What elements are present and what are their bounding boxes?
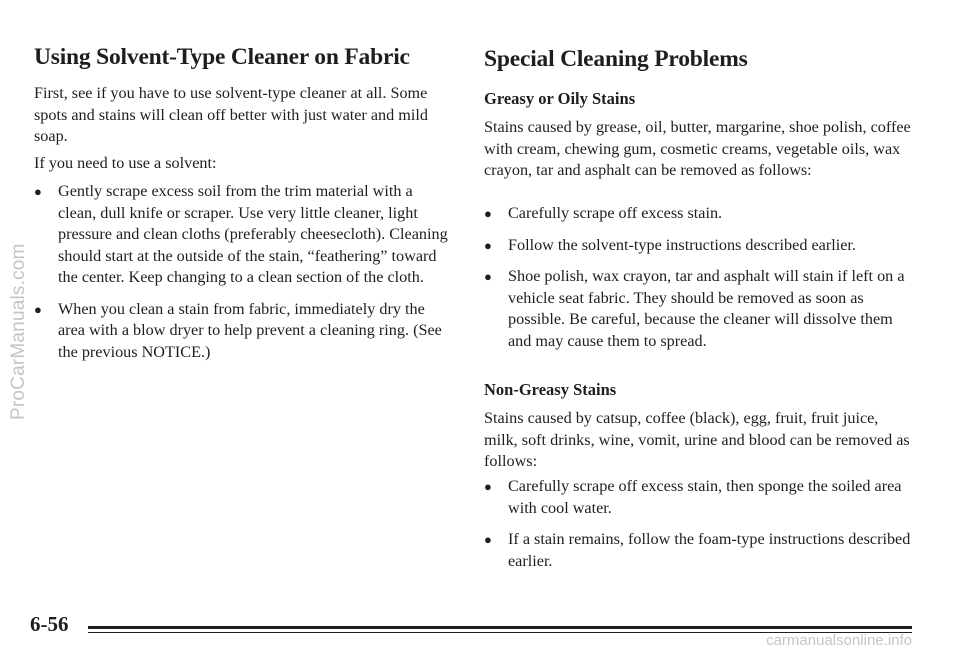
list-item-text: Follow the solvent-type instructions described earlier. bbox=[508, 235, 856, 254]
list-item bbox=[34, 299, 454, 364]
greasy-bullet-list bbox=[484, 203, 914, 352]
page-number: 6-56 bbox=[30, 612, 69, 636]
footer-rule bbox=[88, 626, 912, 629]
list-item bbox=[484, 235, 914, 257]
list-item bbox=[484, 529, 914, 572]
bullet-icon: ● bbox=[484, 269, 492, 284]
greasy-intro: Stains caused by grease, oil, butter, margarine, shoe polish, coffee with cream, chewing gum, cosmetic creams, vegetable oils, wax crayon, tar and asphalt can be removed as follows: bbox=[484, 118, 911, 179]
section-title-special-cleaning: Special Cleaning Problems bbox=[484, 46, 748, 72]
bullet-icon: ● bbox=[484, 479, 492, 494]
intro-paragraph: First, see if you have to use solvent-type cleaner at all. Some spots and stains will clean off better with just water and mild soap. bbox=[34, 84, 428, 145]
list-item-text: If a stain remains, follow the foam-type instructions described earlier. bbox=[508, 530, 911, 570]
list-item-text: Shoe polish, wax crayon, tar and asphalt will stain if left on a vehicle seat fabric. They should be removed as soon as possible. Be careful, because the cleaner will dissolve them and may cause them to spread. bbox=[508, 267, 905, 350]
non-greasy-bullet-list bbox=[484, 476, 914, 572]
section-title-solvent-cleaner: Using Solvent-Type Cleaner on Fabric bbox=[34, 44, 410, 70]
list-item bbox=[484, 203, 914, 225]
list-item bbox=[34, 181, 454, 289]
bullet-icon: ● bbox=[484, 237, 492, 253]
list-item bbox=[484, 476, 914, 519]
bullet-icon: ● bbox=[34, 301, 42, 317]
list-item bbox=[484, 266, 914, 352]
solvent-lead-in: If you need to use a solvent: bbox=[34, 154, 217, 172]
bullet-icon: ● bbox=[484, 206, 492, 221]
non-greasy-intro: Stains caused by catsup, coffee (black), egg, fruit, fruit juice, milk, soft drinks, wine, vomit, urine and blood can be removed as follows: bbox=[484, 409, 910, 470]
heading-greasy-stains: Greasy or Oily Stains bbox=[484, 89, 636, 108]
list-item-text: Carefully scrape off excess stain, then sponge the soiled area with cool water. bbox=[508, 477, 902, 517]
side-watermark: ProCarManuals.com bbox=[8, 243, 29, 420]
bullet-icon: ● bbox=[34, 184, 42, 199]
list-item-text: Gently scrape excess soil from the trim material with a clean, dull knife or scraper. Use very little cleaner, light pressure and clean cloths (preferably cheesecloth). Cleaning should start at the outside of the stain, “feathering” toward the center. Keep changing to a clean section of the cloth. bbox=[58, 182, 448, 286]
heading-non-greasy-stains: Non-Greasy Stains bbox=[484, 380, 617, 399]
footer-watermark: carmanualsonline.info bbox=[766, 632, 912, 649]
list-item-text: When you clean a stain from fabric, immediately dry the area with a blow dryer to help prevent a cleaning ring. (See the previous NOTICE.) bbox=[58, 299, 442, 361]
bullet-icon: ● bbox=[484, 532, 492, 547]
solvent-bullet-list bbox=[34, 181, 454, 363]
list-item-text: Carefully scrape off excess stain. bbox=[508, 204, 723, 222]
